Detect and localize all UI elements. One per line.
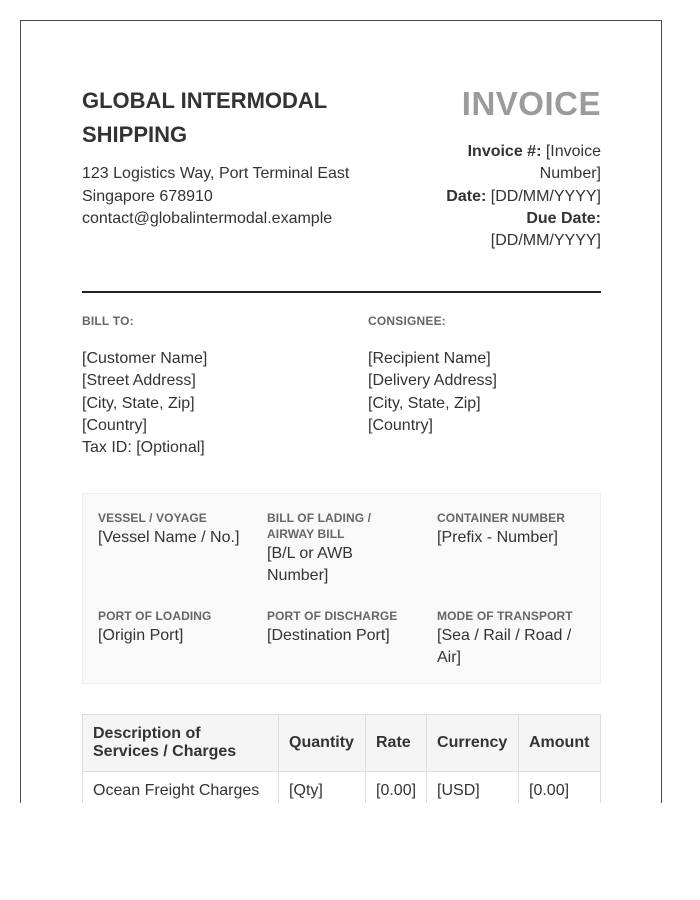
company-address — [82, 163, 382, 231]
bill-of-lading-label: BILL OF LADING / AIRWAY BILL — [267, 511, 372, 541]
consignee-line: [Recipient Name] — [368, 350, 491, 367]
company-name — [82, 84, 382, 152]
invoice-due-value: [DD/MM/YYYY] — [490, 232, 601, 250]
bill-to-line: [City, State, Zip] — [82, 394, 195, 412]
mode-of-transport-label: MODE OF TRANSPORT — [437, 609, 573, 623]
invoice-date-value: [DD/MM/YYYY] — [490, 187, 601, 205]
port-of-loading-label: PORT OF LOADING — [98, 609, 212, 623]
cell-quantity: [Qty] — [279, 772, 366, 804]
bill-to-line: Tax ID: [Optional] — [82, 439, 205, 457]
shipment-details-box — [82, 493, 601, 684]
bill-to-label: BILL TO: — [82, 314, 134, 328]
consignee-label: CONSIGNEE: — [368, 314, 447, 328]
port-of-discharge-label: PORT OF DISCHARGE — [267, 609, 398, 623]
consignee-section — [368, 314, 608, 437]
invoice-number — [441, 141, 601, 186]
cell-description: Ocean Freight Charges — [83, 772, 279, 804]
vessel-voyage-value: [Vessel Name / No.] — [98, 529, 240, 546]
container-number-label: CONTAINER NUMBER — [437, 511, 566, 525]
bill-of-lading-field — [267, 510, 407, 587]
column-header-description: Description of Services / Charges — [83, 715, 279, 772]
line-items-table — [82, 714, 601, 803]
port-of-discharge-value: [Destination Port] — [267, 627, 390, 644]
column-header-amount: Amount — [519, 715, 601, 772]
company-address-line2: Singapore 678910 — [82, 187, 213, 205]
cell-currency: [USD] — [427, 772, 519, 804]
bill-of-lading-value: [B/L or AWB Number] — [267, 545, 353, 584]
invoice-date — [441, 186, 601, 208]
vessel-voyage-label: VESSEL / VOYAGE — [98, 511, 207, 525]
column-header-rate: Rate — [366, 715, 427, 772]
vessel-voyage-field — [98, 510, 248, 549]
mode-of-transport-field — [437, 608, 582, 669]
invoice-due-label: Due Date: — [526, 209, 601, 227]
invoice-number-label: Invoice #: — [467, 143, 542, 160]
consignee-line: [Delivery Address] — [368, 372, 497, 390]
consignee-lines — [368, 348, 608, 437]
port-of-discharge-field — [267, 608, 417, 647]
container-number-value: [Prefix - Number] — [437, 529, 558, 546]
consignee-line: [Country] — [368, 416, 433, 434]
invoice-number-value: [Invoice Number] — [539, 143, 601, 183]
invoice-due-date — [441, 208, 601, 253]
header-divider — [82, 291, 601, 293]
invoice-page — [20, 20, 662, 803]
cell-rate: [0.00] — [366, 772, 427, 804]
company-name-line2: SHIPPING — [82, 122, 188, 147]
company-email: contact@globalintermodal.example — [82, 210, 333, 227]
cell-amount: [0.00] — [519, 772, 601, 804]
company-address-line1: 123 Logistics Way, Port Terminal East — [82, 165, 350, 182]
port-of-loading-value: [Origin Port] — [98, 627, 184, 644]
bill-to-line: [Customer Name] — [82, 350, 208, 367]
bill-to-line: [Country] — [82, 416, 147, 434]
bill-to-section — [82, 314, 322, 459]
invoice-title: INVOICE — [461, 85, 601, 122]
company-name-line1: GLOBAL INTERMODAL — [82, 88, 328, 113]
invoice-date-label: Date: — [446, 187, 487, 205]
bill-to-line: [Street Address] — [82, 372, 196, 390]
consignee-line: [City, State, Zip] — [368, 394, 481, 412]
table-header-row — [83, 715, 601, 772]
column-header-quantity: Quantity — [279, 715, 366, 772]
bill-to-lines — [82, 348, 322, 459]
invoice-meta — [441, 141, 601, 252]
mode-of-transport-value: [Sea / Rail / Road / Air] — [437, 627, 572, 666]
table-row — [83, 772, 601, 804]
port-of-loading-field — [98, 608, 248, 647]
column-header-currency: Currency — [427, 715, 519, 772]
container-number-field — [437, 510, 587, 549]
